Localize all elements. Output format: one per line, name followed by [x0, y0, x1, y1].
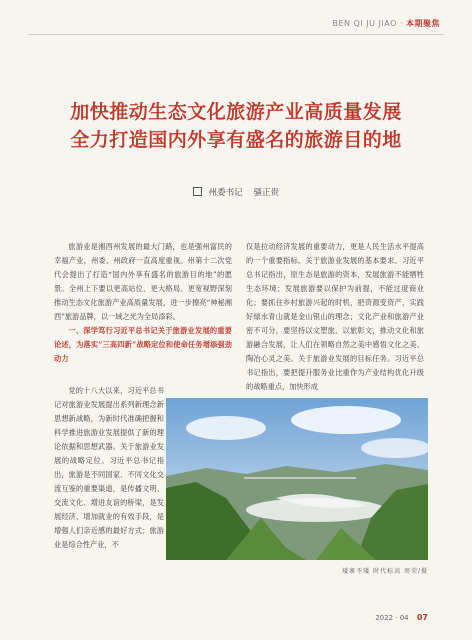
- page-footer: [375, 613, 428, 622]
- left-column-continued: [54, 384, 164, 552]
- title-line-1: 加快推动生态文化旅游产业高质量发展: [70, 101, 402, 123]
- body-paragraph: 旅游业是湘西州发展的最大门路，也是强州富民的幸福产业，州委、州政府一直高度重视。州第十二次党代会提出了打造“国内外享有盛名的旅游目的地”的愿景。全州上下要以更高站位、更大格局、更宽视野深刻推动生态文化旅游产业高质量发展，进一步擦亮“神秘湘西”旅游品牌，以一域之光为全局添彩。: [54, 242, 232, 321]
- byline-role: 州委书记: [208, 188, 243, 198]
- article-title: [0, 98, 472, 154]
- right-column: [246, 240, 424, 394]
- page-number: 07: [416, 613, 428, 622]
- body-paragraph: 仅是拉动经济发展的重要动力，更是人民生活水平提高的一个重要指标。关于旅游业发展的基本要求。习近平总书记指出，原生态是旅游的资本，发展旅游不能牺牲生态环境；发展旅游要以保护为前提，不能过度商业化；要抓住乡村旅游兴起的时机，把资源变资产，实践好绿水青山就是金山银山的理念；文化产业和旅游产业密不可分，要坚持以文塑旅、以旅彰文，推动文化和旅游融合发展，让人们在领略自然之美中感悟文化之美、陶冶心灵之美。关于旅游业发展的目标任务。习近平总书记指出，要把提升服务业比重作为产业结构优化升级的战略重点，加快形成: [246, 242, 424, 391]
- byline: [0, 186, 472, 198]
- square-icon: [193, 187, 202, 196]
- section-subheading: 一、深学笃行习近平总书记关于旅游业发展的重要论述，为落实“三高四新”战略定位和使命任务增添强劲动力: [54, 326, 232, 363]
- title-line-2: 全力打造国内外享有盛名的旅游目的地: [70, 129, 402, 151]
- byline-name: 骚正贵: [253, 188, 280, 198]
- header-divider: [28, 34, 444, 35]
- magazine-name: BEN QI JU JIAO: [332, 19, 397, 28]
- body-paragraph: 党的十八大以来，习近平总书记对旅游业发展提出系列新理念新思想新战略，为新时代准确把握和科学推进旅游业发展提供了新的理论依据和思想武器。关于旅游业发展的战略定位。习近平总书记指出，旅游是不同国家、不同文化交流互鉴的重要渠道，是传播文明、交流文化、增进友谊的桥梁，是发展经济、增加就业的有效手段，是增强人们亲近感的最好方式；旅游业是综合性产业，不: [54, 386, 164, 549]
- photo-caption: 矮寨不矮 时代标高 周荣/摄: [342, 568, 428, 575]
- issue-number: 2022 · 04: [375, 614, 409, 622]
- running-header: BEN QI JU JIAO · 本期聚焦: [332, 19, 440, 28]
- landscape-photo: [166, 398, 428, 560]
- section-name: 本期聚焦: [406, 19, 440, 28]
- left-column: [54, 240, 232, 366]
